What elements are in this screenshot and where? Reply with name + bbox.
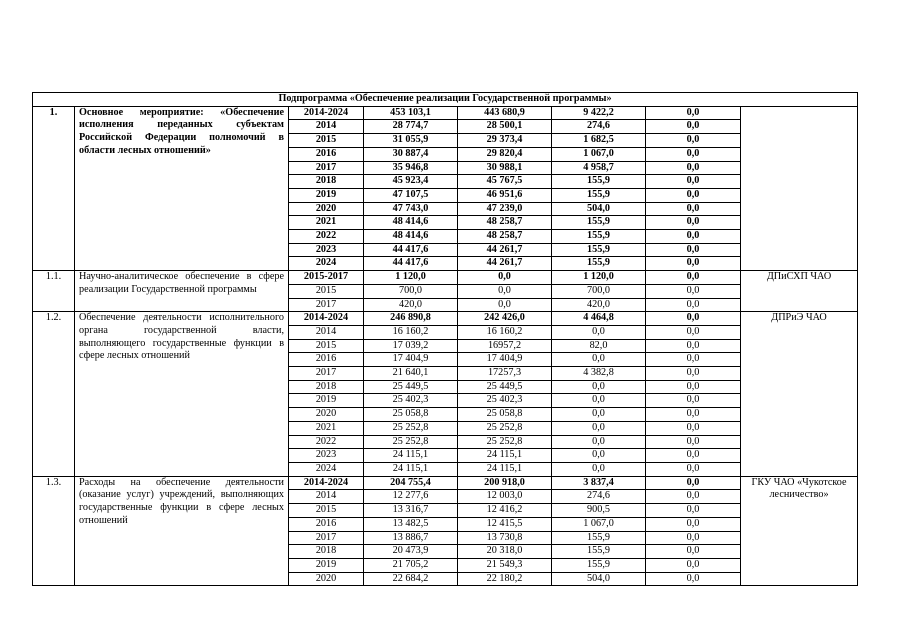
total-cell: 24 115,1 bbox=[364, 449, 458, 463]
federal-cell: 30 988,1 bbox=[458, 161, 552, 175]
regional-cell: 1 067,0 bbox=[552, 147, 646, 161]
total-cell: 17 404,9 bbox=[364, 353, 458, 367]
table-row bbox=[33, 312, 858, 326]
regional-cell: 0,0 bbox=[552, 421, 646, 435]
item-number: 1.1. bbox=[33, 271, 75, 312]
other-cell: 0,0 bbox=[646, 476, 741, 490]
year-cell: 2014-2024 bbox=[289, 106, 364, 120]
federal-cell: 12 415,5 bbox=[458, 517, 552, 531]
federal-cell: 44 261,7 bbox=[458, 257, 552, 271]
budget-table bbox=[32, 92, 858, 586]
regional-cell: 155,9 bbox=[552, 243, 646, 257]
federal-cell: 25 449,5 bbox=[458, 380, 552, 394]
total-cell: 13 482,5 bbox=[364, 517, 458, 531]
other-cell: 0,0 bbox=[646, 202, 741, 216]
regional-cell: 0,0 bbox=[552, 353, 646, 367]
regional-cell: 9 422,2 bbox=[552, 106, 646, 120]
year-cell: 2022 bbox=[289, 435, 364, 449]
year-cell: 2019 bbox=[289, 188, 364, 202]
federal-cell: 25 252,8 bbox=[458, 435, 552, 449]
regional-cell: 0,0 bbox=[552, 449, 646, 463]
other-cell: 0,0 bbox=[646, 572, 741, 586]
activity-name: Основное мероприятие: «Обеспечение исполнения переданных субъектам Российской Федерации полномочий в области лесных отношений» bbox=[75, 106, 289, 270]
regional-cell: 1 067,0 bbox=[552, 517, 646, 531]
total-cell: 48 414,6 bbox=[364, 216, 458, 230]
year-cell: 2024 bbox=[289, 257, 364, 271]
regional-cell: 700,0 bbox=[552, 284, 646, 298]
item-number: 1.3. bbox=[33, 476, 75, 586]
year-cell: 2015 bbox=[289, 284, 364, 298]
year-cell: 2016 bbox=[289, 147, 364, 161]
regional-cell: 82,0 bbox=[552, 339, 646, 353]
federal-cell: 25 058,8 bbox=[458, 408, 552, 422]
other-cell: 0,0 bbox=[646, 312, 741, 326]
responsible-executor: ДПРиЭ ЧАО bbox=[741, 312, 858, 476]
total-cell: 204 755,4 bbox=[364, 476, 458, 490]
total-cell: 13 886,7 bbox=[364, 531, 458, 545]
regional-cell: 0,0 bbox=[552, 394, 646, 408]
year-cell: 2024 bbox=[289, 462, 364, 476]
other-cell: 0,0 bbox=[646, 380, 741, 394]
regional-cell: 155,9 bbox=[552, 257, 646, 271]
year-cell: 2021 bbox=[289, 421, 364, 435]
regional-cell: 0,0 bbox=[552, 325, 646, 339]
other-cell: 0,0 bbox=[646, 490, 741, 504]
federal-cell: 242 426,0 bbox=[458, 312, 552, 326]
federal-cell: 45 767,5 bbox=[458, 175, 552, 189]
total-cell: 25 058,8 bbox=[364, 408, 458, 422]
federal-cell: 24 115,1 bbox=[458, 449, 552, 463]
other-cell: 0,0 bbox=[646, 134, 741, 148]
regional-cell: 900,5 bbox=[552, 504, 646, 518]
federal-cell: 12 416,2 bbox=[458, 504, 552, 518]
year-cell: 2019 bbox=[289, 558, 364, 572]
year-cell: 2016 bbox=[289, 353, 364, 367]
other-cell: 0,0 bbox=[646, 216, 741, 230]
federal-cell: 12 003,0 bbox=[458, 490, 552, 504]
total-cell: 420,0 bbox=[364, 298, 458, 312]
federal-cell: 13 730,8 bbox=[458, 531, 552, 545]
year-cell: 2015 bbox=[289, 504, 364, 518]
total-cell: 35 946,8 bbox=[364, 161, 458, 175]
total-cell: 31 055,9 bbox=[364, 134, 458, 148]
table-row bbox=[33, 106, 858, 120]
other-cell: 0,0 bbox=[646, 230, 741, 244]
responsible-executor bbox=[741, 106, 858, 270]
other-cell: 0,0 bbox=[646, 284, 741, 298]
item-number: 1. bbox=[33, 106, 75, 270]
year-cell: 2017 bbox=[289, 367, 364, 381]
total-cell: 246 890,8 bbox=[364, 312, 458, 326]
other-cell: 0,0 bbox=[646, 161, 741, 175]
year-cell: 2019 bbox=[289, 394, 364, 408]
item-number: 1.2. bbox=[33, 312, 75, 476]
year-cell: 2015 bbox=[289, 339, 364, 353]
year-cell: 2015-2017 bbox=[289, 271, 364, 285]
federal-cell: 24 115,1 bbox=[458, 462, 552, 476]
year-cell: 2014 bbox=[289, 325, 364, 339]
subprogram-title: Подпрограмма «Обеспечение реализации Государственной программы» bbox=[33, 93, 858, 107]
year-cell: 2020 bbox=[289, 202, 364, 216]
other-cell: 0,0 bbox=[646, 408, 741, 422]
total-cell: 44 417,6 bbox=[364, 257, 458, 271]
other-cell: 0,0 bbox=[646, 504, 741, 518]
regional-cell: 504,0 bbox=[552, 572, 646, 586]
total-cell: 25 449,5 bbox=[364, 380, 458, 394]
total-cell: 47 743,0 bbox=[364, 202, 458, 216]
year-cell: 2014 bbox=[289, 490, 364, 504]
year-cell: 2021 bbox=[289, 216, 364, 230]
other-cell: 0,0 bbox=[646, 394, 741, 408]
federal-cell: 48 258,7 bbox=[458, 230, 552, 244]
year-cell: 2018 bbox=[289, 380, 364, 394]
federal-cell: 44 261,7 bbox=[458, 243, 552, 257]
federal-cell: 21 549,3 bbox=[458, 558, 552, 572]
regional-cell: 1 682,5 bbox=[552, 134, 646, 148]
other-cell: 0,0 bbox=[646, 339, 741, 353]
regional-cell: 4 958,7 bbox=[552, 161, 646, 175]
federal-cell: 48 258,7 bbox=[458, 216, 552, 230]
regional-cell: 274,6 bbox=[552, 120, 646, 134]
total-cell: 453 103,1 bbox=[364, 106, 458, 120]
other-cell: 0,0 bbox=[646, 353, 741, 367]
total-cell: 28 774,7 bbox=[364, 120, 458, 134]
other-cell: 0,0 bbox=[646, 421, 741, 435]
year-cell: 2014 bbox=[289, 120, 364, 134]
regional-cell: 504,0 bbox=[552, 202, 646, 216]
total-cell: 45 923,4 bbox=[364, 175, 458, 189]
other-cell: 0,0 bbox=[646, 517, 741, 531]
year-cell: 2014-2024 bbox=[289, 476, 364, 490]
total-cell: 21 640,1 bbox=[364, 367, 458, 381]
federal-cell: 22 180,2 bbox=[458, 572, 552, 586]
other-cell: 0,0 bbox=[646, 298, 741, 312]
year-cell: 2023 bbox=[289, 449, 364, 463]
other-cell: 0,0 bbox=[646, 120, 741, 134]
year-cell: 2016 bbox=[289, 517, 364, 531]
year-cell: 2020 bbox=[289, 572, 364, 586]
total-cell: 22 684,2 bbox=[364, 572, 458, 586]
regional-cell: 274,6 bbox=[552, 490, 646, 504]
activity-name: Расходы на обеспечение деятельности (оказание услуг) учреждений, выполняющих государственные функции в сфере лесных отношений bbox=[75, 476, 289, 586]
federal-cell: 29 820,4 bbox=[458, 147, 552, 161]
table-row bbox=[33, 271, 858, 285]
total-cell: 21 705,2 bbox=[364, 558, 458, 572]
federal-cell: 28 500,1 bbox=[458, 120, 552, 134]
total-cell: 20 473,9 bbox=[364, 545, 458, 559]
regional-cell: 0,0 bbox=[552, 462, 646, 476]
total-cell: 48 414,6 bbox=[364, 230, 458, 244]
other-cell: 0,0 bbox=[646, 435, 741, 449]
federal-cell: 29 373,4 bbox=[458, 134, 552, 148]
federal-cell: 47 239,0 bbox=[458, 202, 552, 216]
regional-cell: 155,9 bbox=[552, 230, 646, 244]
federal-cell: 0,0 bbox=[458, 284, 552, 298]
other-cell: 0,0 bbox=[646, 271, 741, 285]
federal-cell: 16 160,2 bbox=[458, 325, 552, 339]
other-cell: 0,0 bbox=[646, 449, 741, 463]
year-cell: 2014-2024 bbox=[289, 312, 364, 326]
regional-cell: 420,0 bbox=[552, 298, 646, 312]
year-cell: 2023 bbox=[289, 243, 364, 257]
other-cell: 0,0 bbox=[646, 367, 741, 381]
federal-cell: 25 252,8 bbox=[458, 421, 552, 435]
regional-cell: 0,0 bbox=[552, 380, 646, 394]
year-cell: 2015 bbox=[289, 134, 364, 148]
activity-name: Обеспечение деятельности исполнительного органа государственной власти, выполняющего государственные функции в сфере лесных отношений bbox=[75, 312, 289, 476]
other-cell: 0,0 bbox=[646, 147, 741, 161]
regional-cell: 155,9 bbox=[552, 531, 646, 545]
regional-cell: 155,9 bbox=[552, 216, 646, 230]
regional-cell: 0,0 bbox=[552, 408, 646, 422]
year-cell: 2018 bbox=[289, 175, 364, 189]
federal-cell: 0,0 bbox=[458, 271, 552, 285]
total-cell: 25 252,8 bbox=[364, 421, 458, 435]
regional-cell: 155,9 bbox=[552, 188, 646, 202]
total-cell: 12 277,6 bbox=[364, 490, 458, 504]
year-cell: 2018 bbox=[289, 545, 364, 559]
other-cell: 0,0 bbox=[646, 175, 741, 189]
year-cell: 2020 bbox=[289, 408, 364, 422]
year-cell: 2022 bbox=[289, 230, 364, 244]
total-cell: 16 160,2 bbox=[364, 325, 458, 339]
regional-cell: 155,9 bbox=[552, 175, 646, 189]
other-cell: 0,0 bbox=[646, 188, 741, 202]
responsible-executor: ГКУ ЧАО «Чукотское лесничество» bbox=[741, 476, 858, 586]
activity-name: Научно-аналитическое обеспечение в сфере реализации Государственной программы bbox=[75, 271, 289, 312]
other-cell: 0,0 bbox=[646, 462, 741, 476]
responsible-executor: ДПиСХП ЧАО bbox=[741, 271, 858, 312]
other-cell: 0,0 bbox=[646, 243, 741, 257]
federal-cell: 0,0 bbox=[458, 298, 552, 312]
regional-cell: 4 464,8 bbox=[552, 312, 646, 326]
other-cell: 0,0 bbox=[646, 545, 741, 559]
regional-cell: 1 120,0 bbox=[552, 271, 646, 285]
year-cell: 2017 bbox=[289, 531, 364, 545]
total-cell: 13 316,7 bbox=[364, 504, 458, 518]
total-cell: 700,0 bbox=[364, 284, 458, 298]
total-cell: 47 107,5 bbox=[364, 188, 458, 202]
total-cell: 44 417,6 bbox=[364, 243, 458, 257]
federal-cell: 200 918,0 bbox=[458, 476, 552, 490]
federal-cell: 443 680,9 bbox=[458, 106, 552, 120]
other-cell: 0,0 bbox=[646, 531, 741, 545]
federal-cell: 17 404,9 bbox=[458, 353, 552, 367]
other-cell: 0,0 bbox=[646, 106, 741, 120]
federal-cell: 17257,3 bbox=[458, 367, 552, 381]
year-cell: 2017 bbox=[289, 161, 364, 175]
total-cell: 25 252,8 bbox=[364, 435, 458, 449]
total-cell: 25 402,3 bbox=[364, 394, 458, 408]
federal-cell: 16957,2 bbox=[458, 339, 552, 353]
total-cell: 30 887,4 bbox=[364, 147, 458, 161]
other-cell: 0,0 bbox=[646, 325, 741, 339]
other-cell: 0,0 bbox=[646, 257, 741, 271]
total-cell: 24 115,1 bbox=[364, 462, 458, 476]
regional-cell: 155,9 bbox=[552, 558, 646, 572]
federal-cell: 46 951,6 bbox=[458, 188, 552, 202]
federal-cell: 25 402,3 bbox=[458, 394, 552, 408]
table-row bbox=[33, 476, 858, 490]
total-cell: 17 039,2 bbox=[364, 339, 458, 353]
regional-cell: 4 382,8 bbox=[552, 367, 646, 381]
regional-cell: 0,0 bbox=[552, 435, 646, 449]
regional-cell: 155,9 bbox=[552, 545, 646, 559]
total-cell: 1 120,0 bbox=[364, 271, 458, 285]
other-cell: 0,0 bbox=[646, 558, 741, 572]
federal-cell: 20 318,0 bbox=[458, 545, 552, 559]
year-cell: 2017 bbox=[289, 298, 364, 312]
regional-cell: 3 837,4 bbox=[552, 476, 646, 490]
